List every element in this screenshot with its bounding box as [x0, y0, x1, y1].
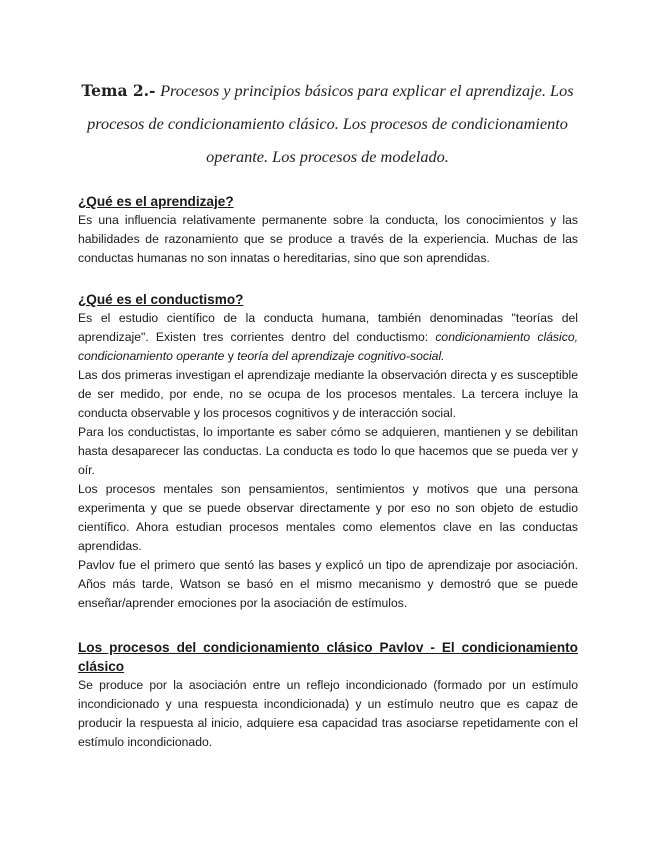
heading-aprendizaje: ¿Qué es el aprendizaje? — [78, 194, 234, 209]
heading-conductismo: ¿Qué es el conductismo? — [78, 292, 244, 307]
paragraph-conductismo-1-italic-2: teoría del aprendizaje cognitivo-social. — [237, 349, 445, 363]
paragraph-conductismo-5: Pavlov fue el primero que sentó las bases y explicó un tipo de aprendizaje por asociación. Años más tarde, Watson se basó en el mismo mecanismo y demostró que se puede enseñar/aprender emociones por la asociación de estímulos. — [78, 558, 578, 610]
paragraph-conductismo-2: Las dos primeras investigan el aprendizaje mediante la observación directa y es susceptible de ser medido, por ende, no se ocupa de los procesos mentales. La tercera incluye la conducta observable y los procesos cognitivos y de interacción social. — [78, 368, 578, 420]
title-text-2: procesos de condicionamiento clásico. Los procesos de condicionamiento — [87, 114, 568, 133]
section-aprendizaje — [78, 192, 578, 268]
section-conductismo — [78, 290, 578, 613]
section-condicionamiento-clasico — [78, 638, 578, 752]
paragraph-conductismo-4: Los procesos mentales son pensamientos, sentimientos y motivos que una persona experimenta y que se puede observar directamente y por eso no son objeto de estudio científico. Ahora estudian procesos mentales como elementos clave en las conductas aprendidas. — [78, 482, 578, 553]
paragraph-conductismo-1-start: Es el estudio científico de la conducta humana, también denominadas "teorías del aprendizaje". Existen tres corrientes dentro del conductismo: — [78, 311, 578, 344]
title-line-3 — [60, 140, 595, 173]
heading-condicionamiento-clasico: Los procesos del condicionamiento clásico Pavlov - El condicionamiento clásico — [78, 640, 578, 674]
title-line-2 — [60, 107, 595, 140]
paragraph-clasico-1: Se produce por la asociación entre un reflejo incondicionado (formado por un estímulo incondicionado y una respuesta incondicionada) y un estímulo neutro que es capaz de producir la respuesta al inicio, adquiere esa capacidad tras asociarse repetidamente con el estímulo incondicionado. — [78, 678, 578, 749]
paragraph-conductismo-1-italic-1: condicionamiento clásico, condicionamiento operante — [78, 330, 578, 363]
title-text-1: Procesos y principios básicos para explicar el aprendizaje. Los — [160, 81, 574, 100]
title-text-3: operante. Los procesos de modelado. — [206, 147, 449, 166]
paragraph-aprendizaje-1: Es una influencia relativamente permanente sobre la conducta, los conocimientos y las habilidades de razonamiento que se produce a través de la experiencia. Muchas de las conductas humanas no son innatas o hereditarias, sino que son aprendidas. — [78, 213, 578, 265]
document-title — [60, 74, 595, 173]
title-label: Tema 2.- — [81, 81, 156, 100]
title-line-1 — [60, 74, 595, 107]
paragraph-conductismo-1-mid: y — [224, 349, 238, 363]
paragraph-conductismo-1 — [78, 309, 578, 366]
paragraph-conductismo-3: Para los conductistas, lo importante es saber cómo se adquieren, mantienen y se debilitan hasta desaparecer las conductas. La conducta es todo lo que hacemos que se pueda ver y oír. — [78, 425, 578, 477]
